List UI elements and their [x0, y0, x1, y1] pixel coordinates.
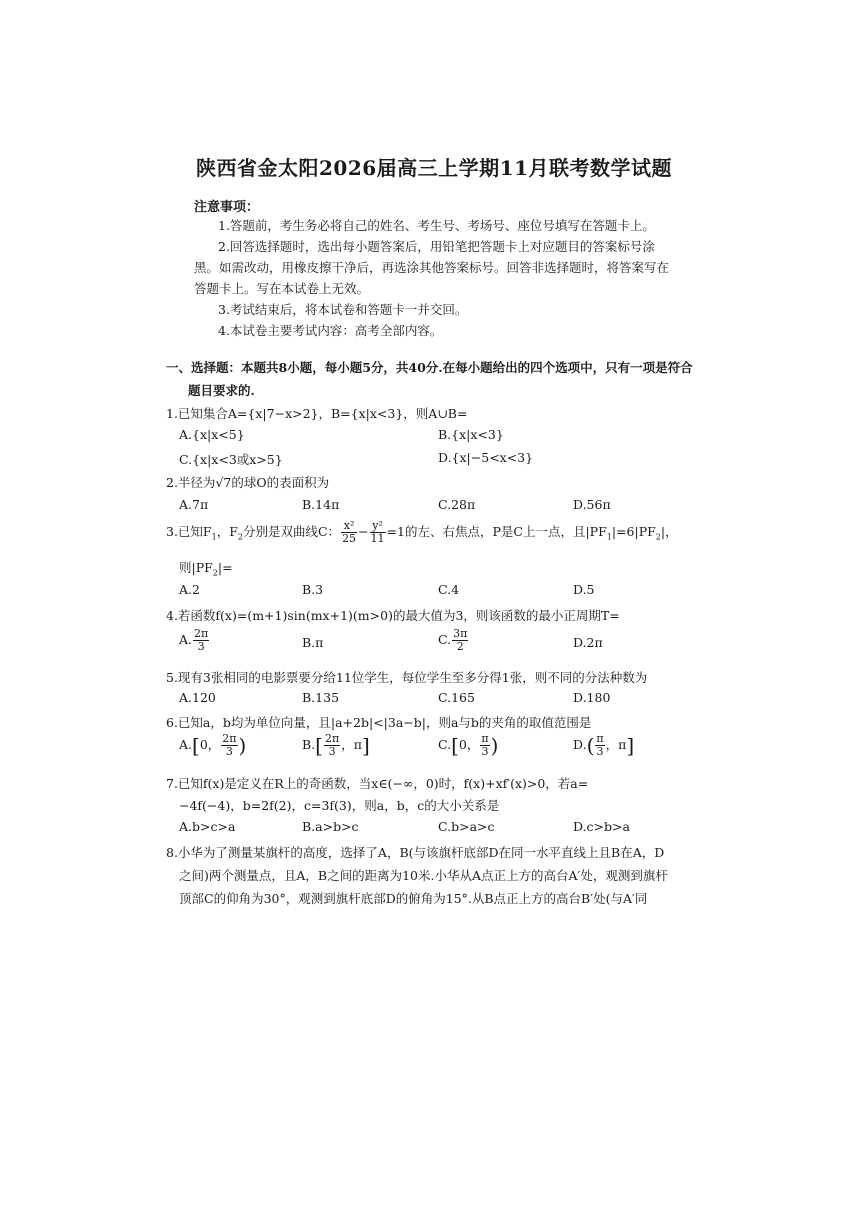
q3-minus: − [358, 524, 369, 540]
q3-sub-2: 2 [237, 532, 243, 542]
frac-den: 25 [342, 532, 357, 546]
notice-heading: 注意事项： [194, 200, 260, 215]
question-7-option-d: D.c>b>a [573, 819, 630, 834]
frac-den: 3 [328, 745, 336, 759]
q3-sub-1b: 1 [606, 532, 612, 542]
question-3-stem [166, 520, 678, 545]
fraction-pi-3 [480, 733, 489, 758]
page-title: 陕西省金太阳2026届高三上学期11月联考数学试题 [196, 156, 672, 180]
question-1-option-d: D.{x|−5<x<3} [438, 450, 534, 465]
frac-den: 2 [456, 640, 464, 654]
question-7-stem-line-1: 7.已知f(x)是定义在R上的奇函数，当x∈(−∞，0)时，f(x)+xf′(x)>0，若a= [166, 776, 589, 791]
frac-den: 11 [370, 532, 385, 546]
q3-sub-1: 1 [211, 532, 217, 542]
frac-den: 3 [596, 745, 604, 759]
q3-text-1: 3.已知F [166, 524, 212, 540]
notice-line-6: 4.本试卷主要考试内容：高考全部内容。 [218, 323, 443, 338]
question-1-stem: 1.已知集合A={x|7−x>2}，B={x|x<3}，则A∪B= [166, 406, 468, 421]
opt-label: C. [438, 737, 452, 753]
question-6-option-b [302, 733, 370, 758]
q3-line2-end: |= [217, 560, 233, 575]
interval-start: 0， [199, 737, 221, 753]
interval-end: ，π [605, 737, 627, 753]
opt-label: A. [179, 737, 193, 753]
q3-line2-sub: 2 [212, 568, 218, 578]
bracket-open: ( [586, 733, 595, 758]
question-3-option-a: A.2 [179, 582, 200, 597]
q3-text-6: |， [660, 524, 678, 540]
question-5-option-c: C.165 [438, 690, 475, 705]
interval-end: ，π [341, 737, 362, 753]
question-8-stem-line-2: 之间)两个测量点，且A，B之间的距离为10米.小华从A点正上方的高台A′处，观测到旗杆 [179, 868, 668, 883]
notice-line-1: 1.答题前，考生务必将自己的姓名、考生号、考场号、座位号填写在答题卡上。 [218, 218, 655, 233]
notice-line-3: 黑。如需改动，用橡皮擦干净后，再选涂其他答案标号。回答非选择题时，将答案写在 [194, 260, 670, 275]
question-2-stem [166, 473, 329, 491]
question-2-stem-start: 2.半径为 [166, 475, 216, 490]
frac-den: 3 [225, 745, 233, 759]
fraction-y2-11 [370, 520, 386, 545]
fraction-x2-25 [341, 520, 357, 545]
bracket-open: [ [192, 733, 200, 758]
q3-text-5: |=6|PF [611, 524, 656, 540]
question-6-stem: 6.已知a，b均为单位向量，且|a+2b|<|3a−b|，则a与b的夹角的取值范围是 [166, 715, 592, 730]
q3-text-2: ，F [216, 524, 238, 540]
bracket-open: [ [451, 733, 459, 758]
frac-num: π [596, 732, 604, 745]
question-4-option-c [438, 628, 469, 653]
frac-den: 3 [481, 745, 489, 759]
opt-label: D. [573, 737, 587, 753]
bracket-open: [ [315, 733, 323, 758]
question-4-option-b: B.π [302, 635, 324, 650]
question-2-option-b: B.14π [302, 497, 340, 512]
question-7-option-c: C.b>a>c [438, 819, 495, 834]
question-1-option-c: C.{x|x<3或x>5} [179, 452, 283, 467]
bracket-close: ) [490, 733, 499, 758]
question-2-option-a: A.7π [179, 497, 209, 512]
interval-start: 0， [458, 737, 480, 753]
opt-label: C. [438, 632, 452, 648]
section-heading-2: 题目要求的. [188, 383, 255, 398]
question-6-option-c [438, 733, 498, 758]
radius-sqrt: √7 [215, 475, 232, 490]
frac-num: 2π [222, 732, 237, 745]
frac-num: x² [341, 520, 357, 533]
question-7-option-b: B.a>b>c [302, 819, 359, 834]
question-2-option-c: C.28π [438, 497, 476, 512]
fraction-2pi-3 [221, 733, 237, 758]
question-4-option-d: D.2π [573, 635, 603, 650]
fraction-2pi-3 [324, 733, 340, 758]
question-4-stem: 4.若函数f(x)=(m+1)sin(mx+1)(m>0)的最大值为3，则该函数的最小正周期T= [166, 608, 620, 623]
q3-line2-text: 则|PF [179, 560, 213, 575]
frac-den: 3 [197, 640, 205, 654]
question-1-option-b: B.{x|x<3} [438, 427, 504, 442]
q3-sub-2b: 2 [655, 532, 661, 542]
question-6-option-d [573, 733, 634, 758]
frac-num: 2π [194, 627, 209, 640]
question-8-stem-line-3: 顶部C的仰角为30°，观测到旗杆底部D的俯角为15°.从B点正上方的高台B′处(与A′同 [179, 891, 648, 906]
question-3-stem-line-2 [179, 558, 233, 578]
fraction-3pi-2 [452, 628, 468, 653]
question-8-stem-line-1: 8.小华为了测量某旗杆的高度，选择了A，B(与该旗杆底部D在同一水平直线上且B在A，D [166, 845, 665, 860]
bracket-close: ) [238, 733, 247, 758]
question-2-option-d: D.56π [573, 497, 611, 512]
frac-num: π [481, 732, 489, 745]
section-heading-1: 一、选择题：本题共8小题，每小题5分，共40分.在每小题给出的四个选项中，只有一项是符合 [166, 360, 693, 375]
q3-text-3: 分别是双曲线C： [242, 524, 341, 540]
question-5-option-b: B.135 [302, 690, 340, 705]
notice-line-5: 3.考试结束后，将本试卷和答题卡一并交回。 [218, 302, 468, 317]
notice-line-2: 2.回答选择题时，选出每小题答案后，用铅笔把答题卡上对应题目的答案标号涂 [218, 239, 655, 254]
q3-text-4: =1的左、右焦点，P是C上一点，且|PF [386, 524, 607, 540]
opt-label: A. [179, 632, 193, 648]
question-7-stem-line-2: −4f(−4)，b=2f(2)，c=3f(3)，则a，b，c的大小关系是 [179, 798, 500, 813]
question-1-option-a: A.{x|x<5} [179, 427, 245, 442]
frac-num: 3π [453, 627, 468, 640]
question-3-option-d: D.5 [573, 582, 595, 597]
bracket-close: ] [626, 733, 635, 758]
question-7-option-a: A.b>c>a [179, 819, 236, 834]
notice-line-4: 答题卡上。写在本试卷上无效。 [194, 281, 370, 296]
fraction-pi-3 [595, 733, 604, 758]
question-5-option-a: A.120 [179, 690, 216, 705]
question-3-option-b: B.3 [302, 582, 324, 597]
question-3-option-c: C.4 [438, 582, 460, 597]
opt-label: B. [302, 737, 316, 753]
question-5-option-d: D.180 [573, 690, 611, 705]
bracket-close: ] [361, 733, 370, 758]
question-5-stem: 5.现有3张相同的电影票要分给11位学生，每位学生至多分得1张，则不同的分法种数为 [166, 670, 648, 685]
frac-num: 2π [324, 732, 340, 745]
question-4-option-a [179, 628, 210, 653]
question-6-option-a [179, 733, 246, 758]
fraction-2pi-3 [193, 628, 209, 653]
question-2-stem-end: 的球O的表面积为 [231, 475, 330, 490]
frac-num: y² [370, 520, 386, 533]
